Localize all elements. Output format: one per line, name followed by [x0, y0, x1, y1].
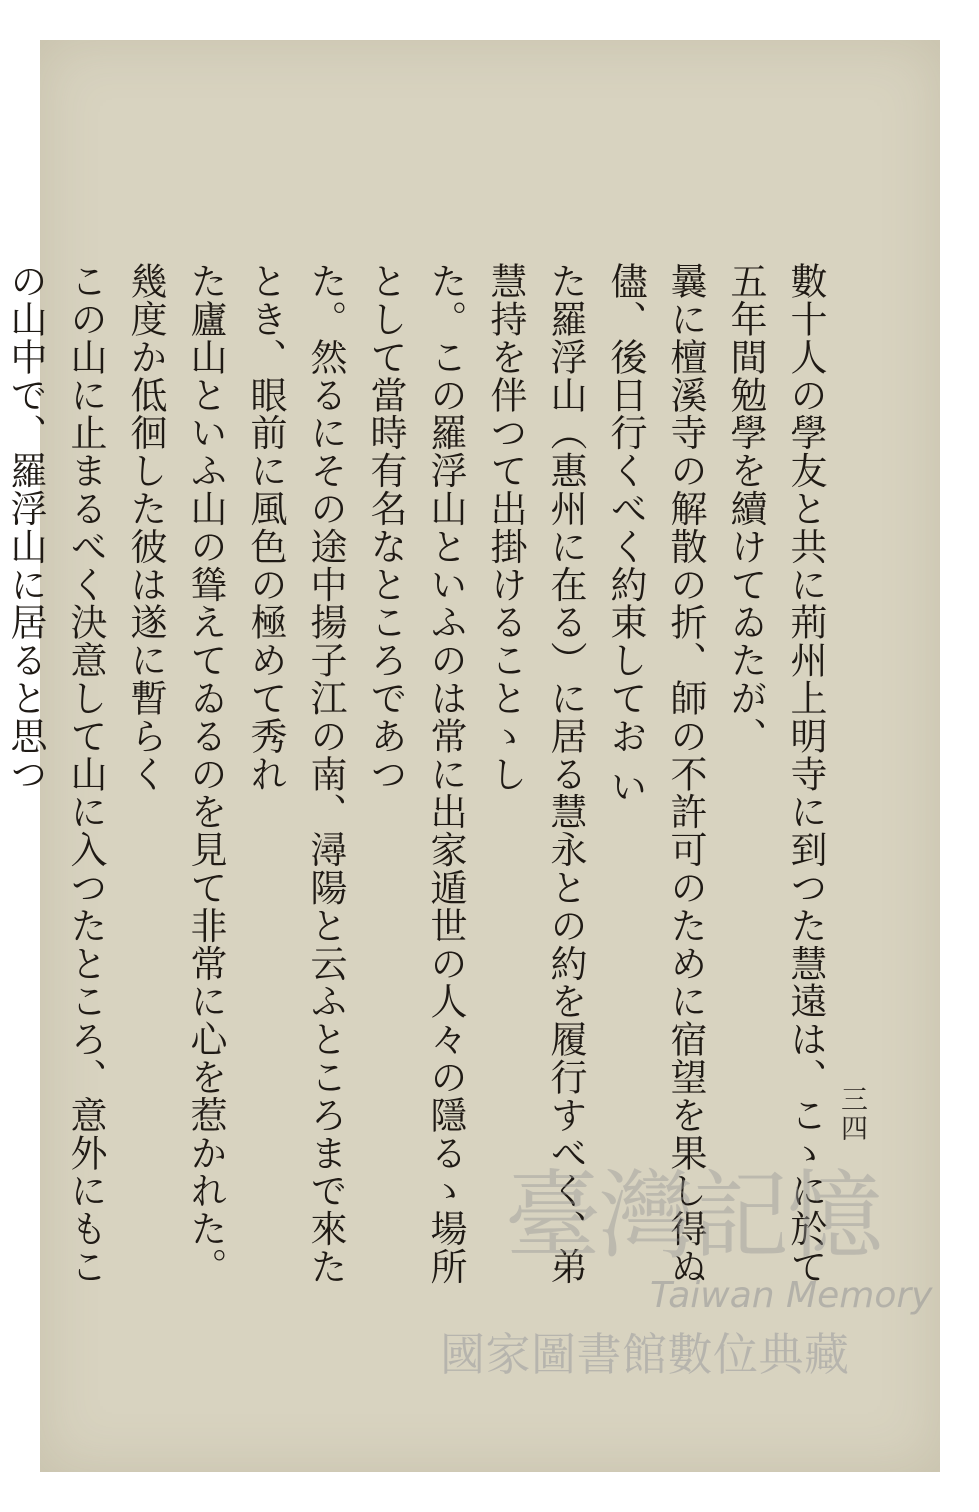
text-column: 數十人の學友と共に荊州上明寺に到つた慧遠は、こゝに於て五年間勉學を續けてゐたが、 [724, 262, 827, 1286]
page-number: 三四 [836, 1085, 867, 1143]
text-column: この山に止まるべく決意して山に入つたところ、意外にもこの山中で、羅浮山に居ると思つ [4, 262, 107, 1286]
text-column: 曩に檀溪寺の解散の折、師の不許可のために宿望を果し得ぬ儘、後日行くべく約束してお い [604, 262, 707, 1286]
text-column: た廬山といふ山の聳えてゐるのを見て非常に心を惹かれた。幾度か低徊した彼は遂に暫らく [124, 262, 227, 1286]
text-column: た羅浮山（惠州に在る）に居る慧永との約を履行すべく、弟慧持を伴つて出掛けることゝし [484, 262, 587, 1286]
watermark-logo: 臺灣記憶 [505, 1160, 881, 1272]
watermark-english: Taiwan Memory [650, 1275, 933, 1316]
text-column: た。然るにその途中揚子江の南、潯陽と云ふところまで來たとき、眼前に風色の極めて秀れ [244, 262, 347, 1286]
watermark-library: 國家圖書館數位典藏 [440, 1328, 850, 1381]
text-column: た。この羅浮山といふのは常に出家遁世の人々の隱るゝ場所として當時有名なところであつ [364, 262, 467, 1286]
